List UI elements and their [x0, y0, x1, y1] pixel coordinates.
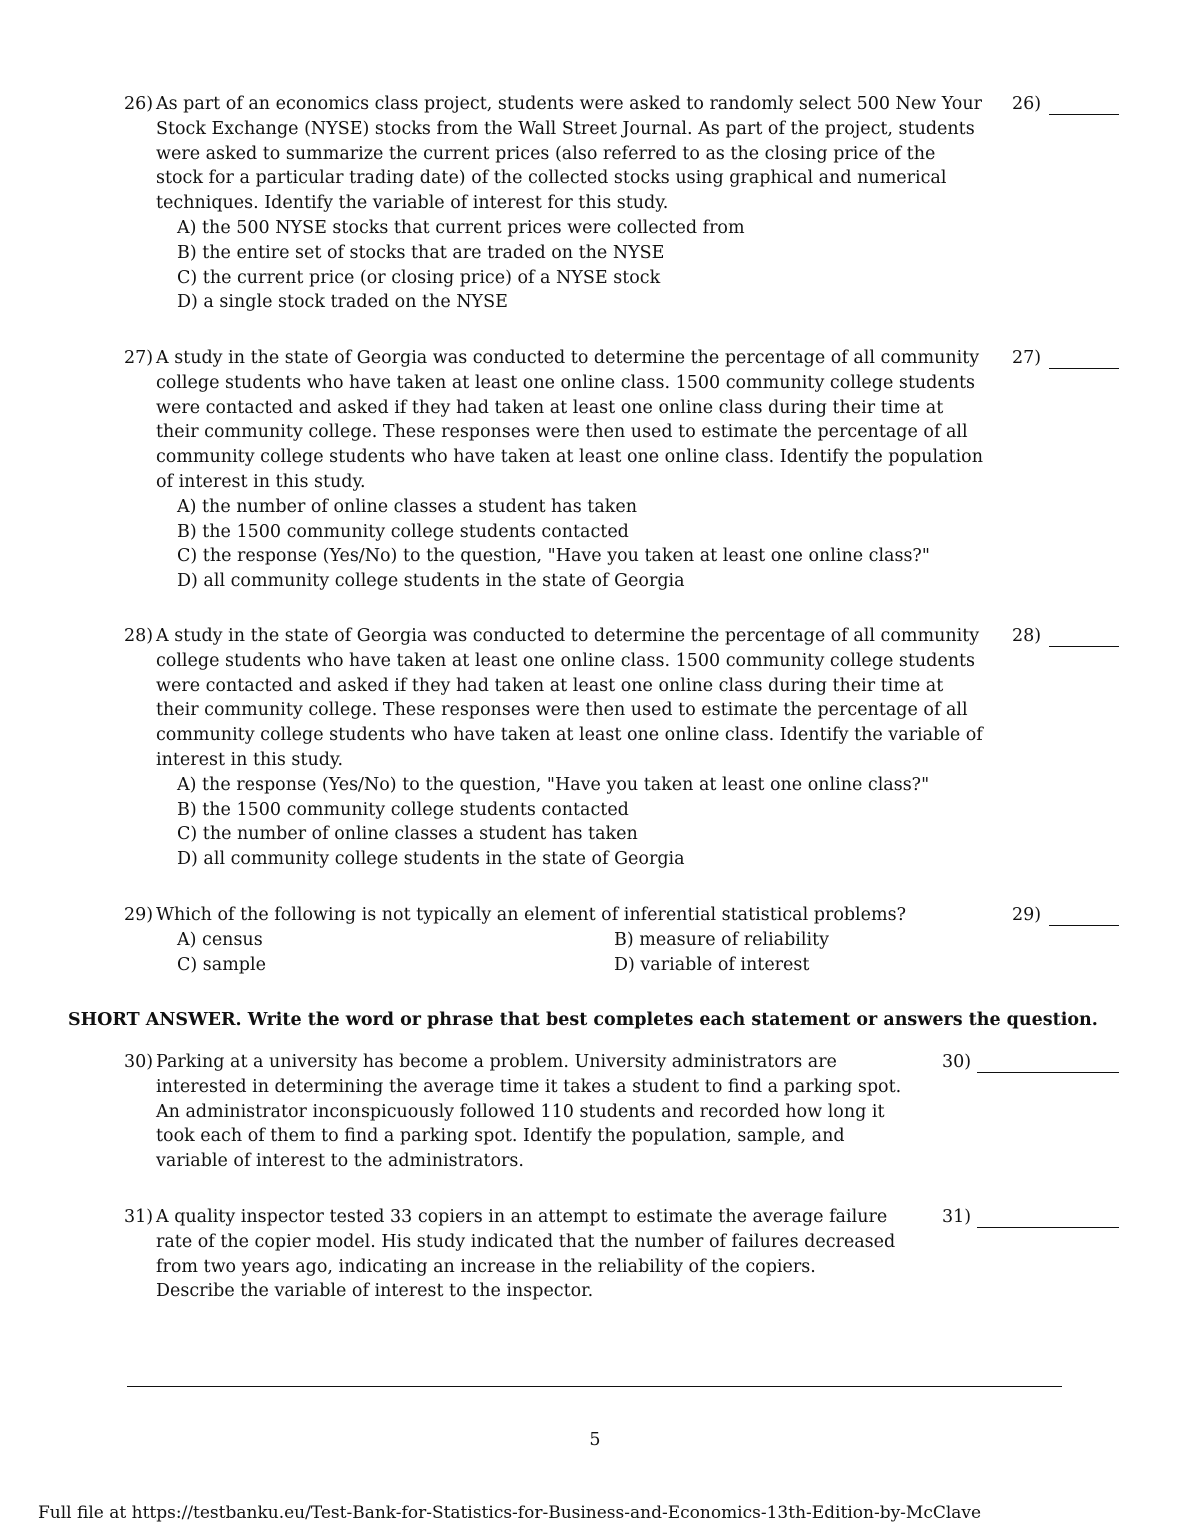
option-list	[177, 773, 984, 872]
question-number: 26)	[124, 94, 154, 114]
question-number: 31)	[124, 1207, 154, 1227]
question-number: 30)	[124, 1052, 154, 1072]
option-a: A) the response (Yes/No) to the question, "Have you taken at least one online class?"	[177, 774, 930, 795]
option-d: D) variable of interest	[614, 954, 810, 975]
answer-blank-31	[942, 1205, 971, 1230]
answer-line	[1049, 925, 1119, 926]
question-number: 28)	[124, 626, 154, 646]
option-list	[177, 216, 984, 315]
option-d: D) all community college students in the state of Georgia	[177, 571, 685, 592]
question-29	[124, 903, 984, 977]
option-d: D) a single stock traded on the NYSE	[177, 292, 508, 313]
question-27	[124, 346, 984, 594]
answer-line	[977, 1072, 1119, 1073]
option-c: C) the current price (or closing price) of a NYSE stock	[177, 267, 661, 288]
question-30	[124, 1050, 919, 1174]
footer-url-text: Full file at https://testbanku.eu/Test-Bank-for-Statistics-for-Business-and-Economics-13th-Edition-by-McClave	[38, 1503, 982, 1523]
footer-rule	[127, 1386, 1062, 1387]
answer-blank-29	[1012, 903, 1041, 928]
option-b: B) measure of reliability	[614, 929, 830, 950]
question-stem: Which of the following is not typically an element of inferential statistical problems?	[156, 905, 906, 925]
answer-label: 27)	[1012, 348, 1042, 368]
option-b: B) the 1500 community college students contacted	[177, 799, 629, 820]
answer-line	[1049, 368, 1119, 369]
answer-line	[977, 1227, 1119, 1228]
question-stem: A study in the state of Georgia was conducted to determine the percentage of all community college students who have taken at least one online class. 1500 community college students were contacted and asked if they had taken at least one online class during their time at their community college. These responses were then used to estimate the percentage of all community college students who have taken at least one online class. Identify the variable of interest in this study.	[156, 626, 983, 770]
question-number: 29)	[124, 905, 154, 925]
answer-label: 28)	[1012, 626, 1042, 646]
question-26	[124, 92, 984, 315]
option-grid	[177, 928, 984, 978]
option-b: B) the entire set of stocks that are traded on the NYSE	[177, 242, 665, 263]
option-c: C) sample	[177, 954, 266, 975]
question-stem: A quality inspector tested 33 copiers in an attempt to estimate the average failure rate of the copier model. His study indicated that the number of failures decreased from two years ago, indicating an increase in the reliability of the copiers. Describe the variable of interest to the inspector.	[156, 1207, 896, 1302]
option-b: B) the 1500 community college students contacted	[177, 521, 629, 542]
answer-blank-28	[1012, 624, 1041, 649]
answer-label: 30)	[942, 1052, 972, 1072]
question-stem: Parking at a university has become a problem. University administrators are interested in determining the average time it takes a student to find a parking spot. An administrator inconspicuously followed 110 students and recorded how long it took each of them to find a parking spot. Identify the population, sample, and variable of interest to the administrators.	[156, 1052, 902, 1172]
question-stem: As part of an economics class project, students were asked to randomly select 500 New Your Stock Exchange (NYSE) stocks from the Wall Street Journal. As part of the project, students were asked to summarize the current prices (also referred to as the closing price of the stock for a particular trading date) of the collected stocks using graphical and numerical techniques. Identify the variable of interest for this study.	[156, 94, 982, 214]
question-stem: A study in the state of Georgia was conducted to determine the percentage of all community college students who have taken at least one online class. 1500 community college students were contacted and asked if they had taken at least one online class during their time at their community college. These responses were then used to estimate the percentage of all community college students who have taken at least one online class. Identify the population of interest in this study.	[156, 348, 983, 492]
option-a: A) the 500 NYSE stocks that current prices were collected from	[177, 217, 745, 238]
answer-label: 31)	[942, 1207, 972, 1227]
question-number: 27)	[124, 348, 154, 368]
option-c: C) the response (Yes/No) to the question, "Have you taken at least one online class?"	[177, 546, 930, 567]
answer-line	[1049, 646, 1119, 647]
option-list	[177, 495, 984, 594]
answer-line	[1049, 114, 1119, 115]
answer-label: 26)	[1012, 94, 1042, 114]
question-31	[124, 1205, 899, 1304]
answer-blank-27	[1012, 346, 1041, 371]
option-a: A) census	[177, 929, 263, 950]
option-d: D) all community college students in the state of Georgia	[177, 849, 685, 870]
section-heading: SHORT ANSWER. Write the word or phrase that best completes each statement or answers the question.	[68, 1010, 1098, 1030]
answer-blank-26	[1012, 92, 1041, 117]
option-c: C) the number of online classes a student has taken	[177, 824, 638, 845]
answer-label: 29)	[1012, 905, 1042, 925]
question-28	[124, 624, 984, 872]
page-number: 5	[589, 1430, 601, 1450]
answer-blank-30	[942, 1050, 971, 1075]
option-a: A) the number of online classes a student has taken	[177, 496, 637, 517]
